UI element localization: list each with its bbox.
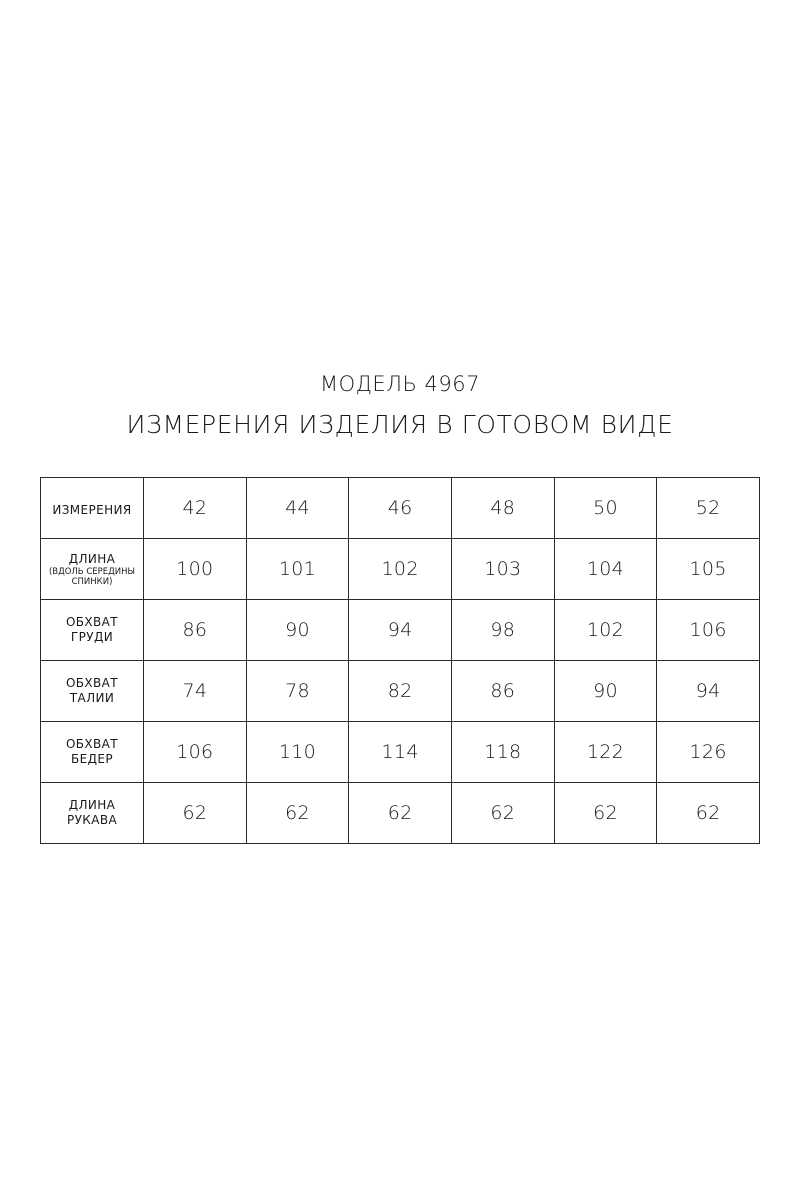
table-cell xyxy=(554,661,657,722)
table-cell xyxy=(451,539,554,600)
table-cell xyxy=(451,722,554,783)
table-cell xyxy=(657,783,760,844)
size-label: 44 xyxy=(285,497,310,519)
table-cell xyxy=(554,722,657,783)
row-label-line: ДЛИНА xyxy=(68,798,116,812)
cell-value: 98 xyxy=(490,619,516,641)
row-label-note: (ВДОЛЬ СЕРЕДИНЫ СПИНКИ) xyxy=(48,566,136,587)
row-label-line: ОБХВАТ xyxy=(65,615,119,629)
size-label: 52 xyxy=(695,497,721,519)
cell-value: 94 xyxy=(695,680,721,702)
cell-value: 103 xyxy=(484,558,522,580)
row-label-line: БЕДЕР xyxy=(70,752,113,766)
table-cell xyxy=(349,539,452,600)
table-cell xyxy=(349,783,452,844)
size-header-cell xyxy=(657,478,760,539)
cell-value: 114 xyxy=(381,741,419,763)
cell-value: 110 xyxy=(278,741,317,763)
header-label: ИЗМЕРЕНИЯ xyxy=(52,502,132,517)
cell-value: 86 xyxy=(490,680,516,702)
table-cell xyxy=(144,600,247,661)
cell-value: 82 xyxy=(387,680,413,702)
row-label xyxy=(41,552,143,587)
table-cell xyxy=(246,600,349,661)
header-label-cell xyxy=(41,478,144,539)
cell-value: 62 xyxy=(387,802,413,824)
row-label-cell xyxy=(41,783,144,844)
model-number: МОДЕЛЬ 4967 xyxy=(319,372,481,396)
cell-value: 62 xyxy=(695,802,721,824)
size-header-cell xyxy=(144,478,247,539)
size-header-cell xyxy=(554,478,657,539)
table-row xyxy=(41,783,760,844)
table-cell xyxy=(657,661,760,722)
table-cell xyxy=(349,722,452,783)
cell-value: 118 xyxy=(484,741,522,763)
cell-value: 94 xyxy=(387,619,413,641)
row-label-cell xyxy=(41,539,144,600)
cell-value: 102 xyxy=(381,558,419,580)
cell-value: 62 xyxy=(490,802,516,824)
size-label: 50 xyxy=(593,497,618,519)
row-label-cell xyxy=(41,722,144,783)
table-cell xyxy=(246,783,349,844)
size-header-cell xyxy=(246,478,349,539)
cell-value: 122 xyxy=(586,741,625,763)
cell-value: 90 xyxy=(593,680,618,702)
table-cell xyxy=(246,722,349,783)
cell-value: 62 xyxy=(593,802,618,824)
row-label-cell xyxy=(41,600,144,661)
table-row xyxy=(41,600,760,661)
cell-value: 90 xyxy=(285,619,310,641)
table-cell xyxy=(657,600,760,661)
cell-value: 101 xyxy=(278,558,317,580)
cell-value: 86 xyxy=(182,619,208,641)
table-row xyxy=(41,539,760,600)
cell-value: 104 xyxy=(586,558,625,580)
row-label-line: ТАЛИИ xyxy=(69,691,115,705)
row-label-line: ГРУДИ xyxy=(70,630,114,644)
cell-value: 126 xyxy=(689,741,727,763)
table-cell xyxy=(554,539,657,600)
size-label: 42 xyxy=(182,497,208,519)
table-cell xyxy=(144,722,247,783)
page-title: ИЗМЕРЕНИЯ ИЗДЕЛИЯ В ГОТОВОМ ВИДЕ xyxy=(126,410,674,439)
row-label-line: РУКАВА xyxy=(66,813,118,827)
cell-value: 106 xyxy=(176,741,214,763)
cell-value: 100 xyxy=(176,558,214,580)
table-row xyxy=(41,722,760,783)
table-cell xyxy=(349,600,452,661)
row-label xyxy=(41,676,143,706)
row-label xyxy=(41,798,143,828)
row-label-cell xyxy=(41,661,144,722)
table-cell xyxy=(144,661,247,722)
table-cell xyxy=(657,722,760,783)
cell-value: 105 xyxy=(689,558,727,580)
cell-value: 106 xyxy=(689,619,727,641)
table-cell xyxy=(144,783,247,844)
cell-value: 62 xyxy=(182,802,208,824)
table-row xyxy=(41,661,760,722)
table-cell xyxy=(451,783,554,844)
table-header-row xyxy=(41,478,760,539)
cell-value: 62 xyxy=(285,802,310,824)
size-header-cell xyxy=(451,478,554,539)
cell-value: 102 xyxy=(586,619,625,641)
cell-value: 74 xyxy=(182,680,208,702)
table-cell xyxy=(246,661,349,722)
row-label-line: ОБХВАТ xyxy=(65,676,119,690)
cell-value: 78 xyxy=(285,680,310,702)
size-label: 48 xyxy=(490,497,516,519)
table-cell xyxy=(144,539,247,600)
table-cell xyxy=(554,600,657,661)
row-label-line: ДЛИНА xyxy=(68,551,116,566)
table-cell xyxy=(451,661,554,722)
table-cell xyxy=(451,600,554,661)
table-cell xyxy=(349,661,452,722)
table-cell xyxy=(657,539,760,600)
size-chart-table xyxy=(40,477,760,844)
row-label xyxy=(41,615,143,645)
size-label: 46 xyxy=(387,497,413,519)
row-label xyxy=(41,737,143,767)
size-header-cell xyxy=(349,478,452,539)
table-cell xyxy=(554,783,657,844)
table-cell xyxy=(246,539,349,600)
row-label-line: ОБХВАТ xyxy=(65,737,119,751)
